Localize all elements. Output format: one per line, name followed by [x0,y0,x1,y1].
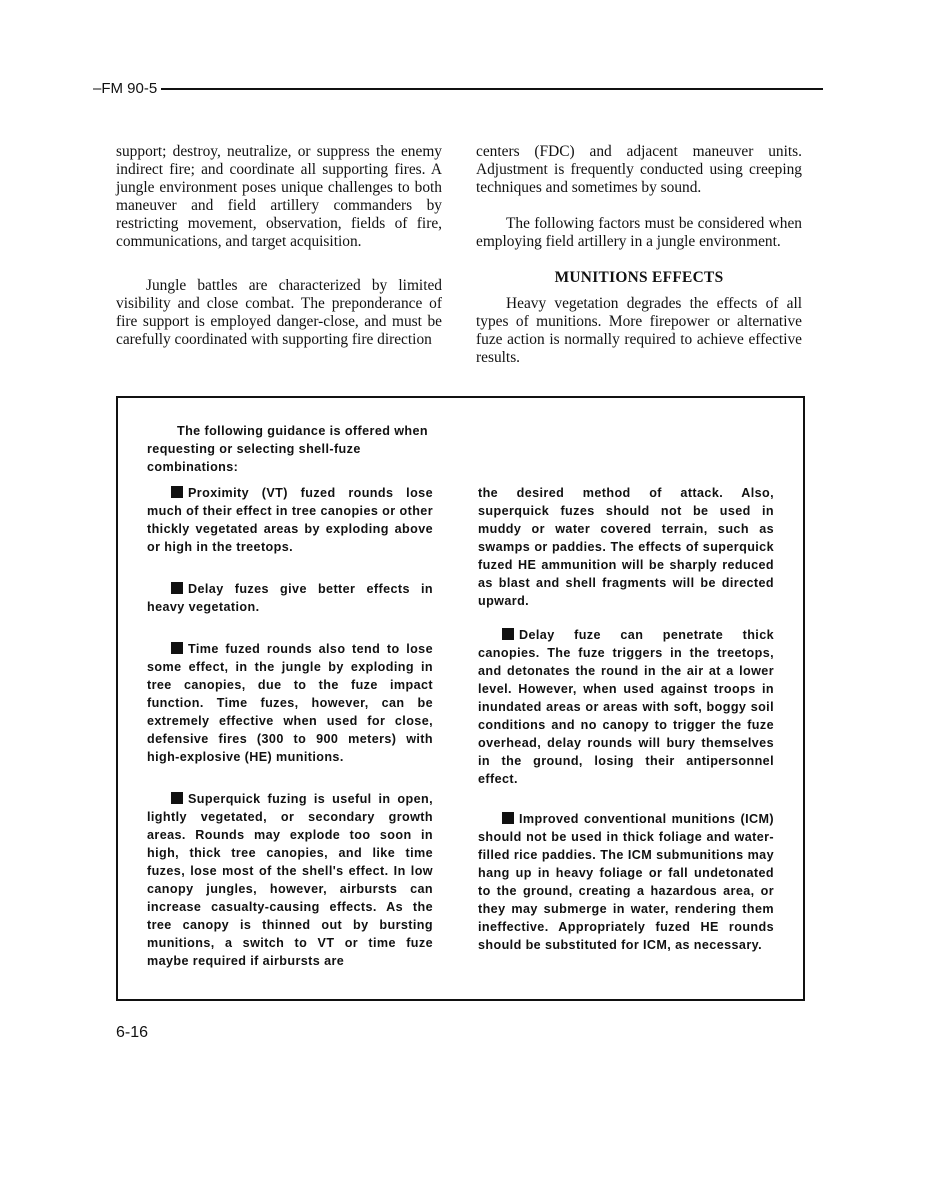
page-number: 6-16 [116,1024,149,1041]
right-text-column [476,143,802,367]
delay-penetrate-item [478,626,774,788]
right-paragraph-2: The following factors must be considered when employing field artillery in a jungle environment. [476,215,802,250]
proximity-text: Proximity (VT) fuzed rounds lose much of their effect in tree canopies or other thickly vegetated areas by exploding above or high in the treetops. [147,486,433,554]
right-paragraph-1: centers (FDC) and adjacent maneuver units. Adjustment is frequently conducted using creeping techniques and sometimes by sound. [476,143,802,196]
delay-penetrate-text: Delay fuze can penetrate thick canopies. The fuze triggers in the treetops, and detonates the round in the air at a lower level. However, when used against troops in inundated areas or areas with soft, boggy soil conditions and no canopy to trigger the fuze overhead, delay rounds will bury themselves in the ground, losing their antipersonnel effect. [478,628,774,786]
proximity-item [147,484,433,556]
page-header [93,77,823,99]
square-bullet-icon [502,812,514,824]
left-paragraph-1: support; destroy, neutralize, or suppress the enemy indirect fire; and coordinate all supporting fires. A jungle environment poses unique challenges to both maneuver and field artillery commanders by restricting movement, observation, fields of fire, communications, and target acquisition. [116,143,442,250]
header-rule [161,88,823,90]
section-heading: MUNITIONS EFFECTS [554,269,724,286]
time-text: Time fuzed rounds also tend to lose some effect, in the jungle by exploding in tree canopies, due to the fuze impact function. Time fuzes, however, can be extremely effective when used for close, defensive fires (300 to 900 meters) with high-explosive (HE) munitions. [147,642,433,764]
box-intro [147,422,433,476]
left-paragraph-2: Jungle battles are characterized by limited visibility and close combat. The preponderance of fire support is employed danger-close, and must be carefully coordinated with supporting fire direction [116,277,442,348]
box-right-column [478,484,774,954]
square-bullet-icon [171,642,183,654]
box-left-column [147,484,433,970]
continuation-text: the desired method of attack. Also, superquick fuzes should not be used in muddy or water covered terrain, such as swamps or paddies. The effects of superquick fuzed HE ammunition will be sharply reduced as blast and shell fragments will be directed upward. [478,486,774,608]
square-bullet-icon [171,582,183,594]
icm-item [478,810,774,954]
time-item [147,640,433,766]
box-intro-text: The following guidance is offered when requesting or selecting shell-fuze combinations: [147,424,428,474]
right-paragraph-3: Heavy vegetation degrades the effects of all types of munitions. More firepower or alternative fuze action is normally required to achieve effective results. [476,295,802,366]
left-text-column [116,143,442,349]
manual-id: –FM 90-5 [93,79,158,97]
square-bullet-icon [171,486,183,498]
square-bullet-icon [171,792,183,804]
superquick-text: Superquick fuzing is useful in open, lightly vegetated, or secondary growth areas. Rounds may explode too soon in high, thick tree canopies, and like time fuzes, lose most of the shell's effect. In low canopy jungles, however, airbursts can increase casualty-causing effects. As the tree canopy is thinned out by bursting munitions, a switch to VT or time fuze maybe required if airbursts are [147,792,433,968]
delay-text: Delay fuzes give better effects in heavy vegetation. [147,582,433,614]
delay-item [147,580,433,616]
square-bullet-icon [502,628,514,640]
icm-text: Improved conventional munitions (ICM) should not be used in thick foliage and water-filled rice paddies. The ICM submunitions may hang up in heavy foliage or fall undetonated to the ground, creating a hazardous area, or they may submerge in water, rendering them ineffective. Appropriately fuzed HE rounds should be substituted for ICM, as necessary. [478,812,774,952]
superquick-item [147,790,433,970]
guidance-box [116,396,805,1001]
